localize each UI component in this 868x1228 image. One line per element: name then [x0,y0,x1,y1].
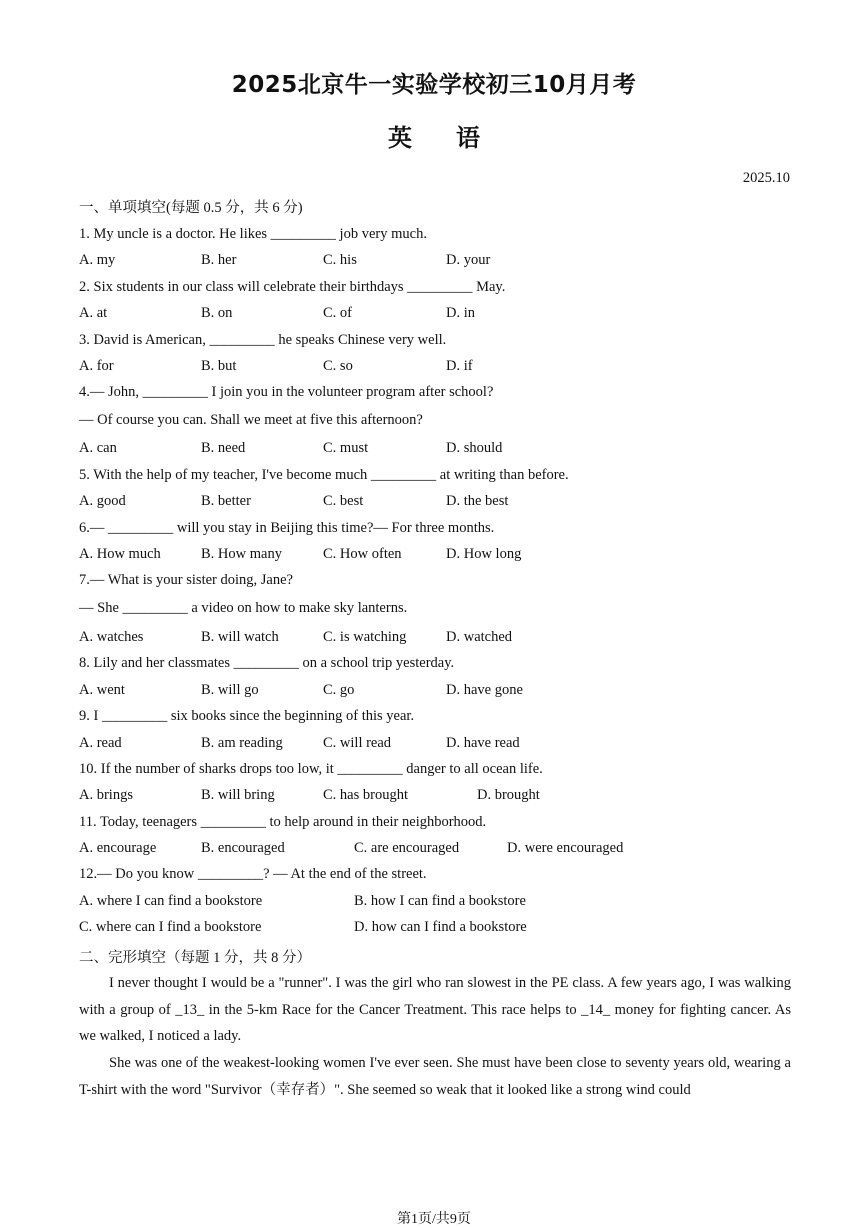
section2-heading: 二、完形填空（每题 1 分，共 8 分） [79,950,311,966]
subject-char-2: 语 [456,124,480,152]
option-a: A. good [79,493,126,509]
option-a: A. encourage [79,840,157,856]
option-c: C. where can I find a bookstore [79,919,262,935]
option-b: B. but [201,358,237,374]
option-c: C. his [323,252,357,268]
option-c: C. How often [323,546,402,562]
question-stem: 3. David is American, _________ he speaks Chinese very well. [79,332,447,348]
option-d: D. how can I find a bookstore [354,919,527,935]
option-b: B. on [201,305,233,321]
option-b: B. better [201,493,251,509]
question-stem: 9. I _________ six books since the beginning of this year. [79,708,415,724]
question-stem: 2. Six students in our class will celebrate their birthdays _________ May. [79,279,506,295]
option-a: A. How much [79,546,161,562]
option-d: D. were encouraged [507,840,624,856]
option-d: D. How long [446,546,522,562]
option-b: B. how I can find a bookstore [354,893,526,909]
option-b: B. will bring [201,787,275,803]
option-a: A. my [79,252,116,268]
option-d: D. have gone [446,682,523,698]
cloze-paragraph-2: She was one of the weakest-looking women I've ever seen. She must have been close to seventy years old, wearing a T-shirt with the word "Survivor（幸存者）". She seemed so weak that it looked like a strong wind could [79,1055,791,1098]
option-d: D. your [446,252,491,268]
option-a: A. for [79,358,114,374]
option-b: B. will watch [201,629,279,645]
question-stem: 8. Lily and her classmates _________ on a school trip yesterday. [79,655,455,671]
option-c: C. must [323,440,369,456]
option-a: A. at [79,305,108,321]
option-a: A. went [79,682,125,698]
question-stem: 7.— What is your sister doing, Jane? [79,572,293,588]
option-b: B. need [201,440,246,456]
option-b: B. encouraged [201,840,285,856]
question-stem: 1. My uncle is a doctor. He likes _________ job very much. [79,226,427,242]
question-stem: 12.— Do you know _________? — At the end of the street. [79,866,427,882]
question-stem: 4.— John, _________ I join you in the volunteer program after school? [79,384,494,400]
page-number: 第1页/共9页 [397,1212,471,1227]
option-b: B. How many [201,546,282,562]
section1-heading: 一、单项填空(每题 0.5 分，共 6 分) [79,200,303,216]
option-b: B. am reading [201,735,283,751]
option-c: C. of [323,305,352,321]
option-a: A. where I can find a bookstore [79,893,263,909]
question-stem-reply: — She _________ a video on how to make sky lanterns. [79,600,408,616]
option-d: D. if [446,358,473,374]
question-stem: 5. With the help of my teacher, I've become much _________ at writing than before. [79,467,569,483]
question-stem-reply: — Of course you can. Shall we meet at five this afternoon? [79,412,423,428]
exam-date: 2025.10 [742,170,790,186]
option-d: D. the best [446,493,509,509]
option-c: C. is watching [323,629,407,645]
exam-title: 2025北京牛一实验学校初三10月月考 [231,72,637,98]
option-d: D. should [446,440,503,456]
question-stem: 6.— _________ will you stay in Beijing this time?— For three months. [79,520,495,536]
option-c: C. are encouraged [354,840,460,856]
option-a: A. brings [79,787,133,803]
option-c: C. best [323,493,364,509]
cloze-paragraph-1: I never thought I would be a "runner". I was the girl who ran slowest in the PE class. A few years ago, I was walking with a group of _13_ in the 5-km Race for the Cancer Treatment. This race helps to _14_ money for fighting cancer. As we walked, I noticed a lady. [79,975,791,1045]
question-stem: 11. Today, teenagers _________ to help around in their neighborhood. [79,814,487,830]
option-d: D. in [446,305,475,321]
option-c: C. so [323,358,353,374]
question-stem: 10. If the number of sharks drops too low, it _________ danger to all ocean life. [79,761,543,777]
option-c: C. will read [323,735,392,751]
option-c: C. has brought [323,787,408,803]
option-a: A. watches [79,629,144,645]
option-a: A. can [79,440,117,456]
option-d: D. have read [446,735,520,751]
subject-heading [0,118,868,153]
option-a: A. read [79,735,122,751]
option-d: D. watched [446,629,513,645]
option-d: D. brought [477,787,540,803]
option-b: B. will go [201,682,259,698]
subject-char-1: 英 [388,124,412,152]
option-b: B. her [201,252,237,268]
option-c: C. go [323,682,355,698]
